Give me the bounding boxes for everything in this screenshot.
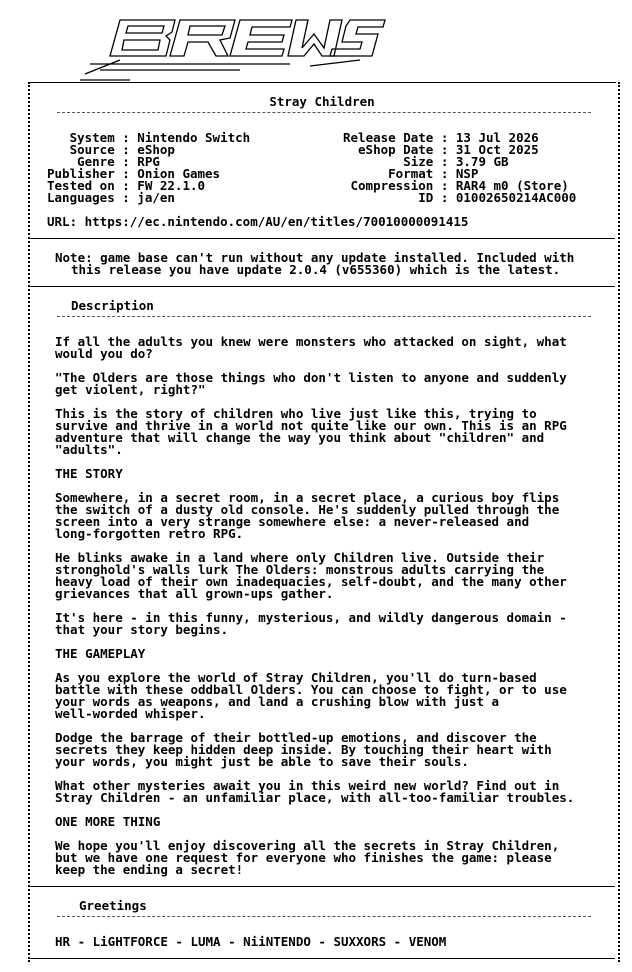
description-line: screen into a very strange somewhere else: a never-released and <box>55 514 530 529</box>
description-line: "adults". <box>55 442 123 457</box>
info-left-key: Tested on <box>47 178 115 193</box>
greetings-divider <box>57 916 591 917</box>
description-line: grievances that all grown-ups gather. <box>55 586 334 601</box>
title-divider <box>57 112 591 113</box>
info-left-row <box>47 192 250 204</box>
info-left-key: System <box>69 130 115 145</box>
info-right-key: ID <box>418 190 434 205</box>
description-line: We hope you'll enjoy discovering all the secrets in Stray Children, <box>55 838 560 853</box>
description-line: Somewhere, in a secret room, in a secret place, a curious boy flips <box>55 490 560 505</box>
info-left-colon: : <box>114 154 138 169</box>
description-line: would you do? <box>55 346 153 361</box>
greetings-line: HR - LiGHTFORCE - LUMA - NiiNTENDO - SUXXORS - VENOM <box>55 934 447 949</box>
description-header: Description <box>71 298 154 313</box>
bottom-separator <box>29 958 615 959</box>
logo-text: BREWS <box>80 14 84 15</box>
blank-line <box>55 456 574 468</box>
info-right-value: 31 Oct 2025 <box>455 142 539 157</box>
info-right-colon: : <box>433 178 456 193</box>
info-right-value: 13 Jul 2026 <box>455 130 539 145</box>
description-line: Stray Children - an unfamiliar place, with all-too-familiar troubles. <box>55 790 575 805</box>
section-separator <box>29 886 615 887</box>
description-line: your words, you might just be able to save their souls. <box>55 754 469 769</box>
description-line: keep the ending a secret! <box>55 862 244 877</box>
description-line: the switch of a dusty old console. He's suddenly pulled through the <box>55 502 560 517</box>
description-line: THE STORY <box>55 466 123 481</box>
info-left-value: eShop <box>137 142 175 157</box>
info-left-colon: : <box>114 142 138 157</box>
description-line: battle with these oddball Olders. You can choose to fight, or to use <box>55 682 567 697</box>
section-separator <box>29 238 615 239</box>
description-line: As you explore the world of Stray Children, you'll do turn-based <box>55 670 537 685</box>
description-line: well-worded whisper. <box>55 706 206 721</box>
info-right-key: Compression <box>350 178 434 193</box>
info-left-value: ja/en <box>137 190 175 205</box>
info-left-key: Genre <box>77 154 115 169</box>
info-right-colon: : <box>433 166 456 181</box>
description-line: heavy load of their own inadequacies, self-doubt, and the many other <box>55 574 567 589</box>
info-left-colon: : <box>114 190 138 205</box>
info-left-colon: : <box>114 178 138 193</box>
info-right-key: Size <box>403 154 434 169</box>
description-line: He blinks awake in a land where only Children live. Outside their <box>55 550 545 565</box>
info-left-key: Source <box>69 142 115 157</box>
section-separator <box>29 286 615 287</box>
description-line: What other mysteries await you in this weird new world? Find out in <box>55 778 560 793</box>
info-left-value: FW 22.1.0 <box>137 178 206 193</box>
info-right-colon: : <box>433 190 456 205</box>
info-right-value: 01002650214AC000 <box>455 190 577 205</box>
info-left-key: Publisher <box>47 166 115 181</box>
description-line: adventure that will change the way you think about "children" and <box>55 430 545 445</box>
info-right-value: RAR4 m0 (Store) <box>455 178 569 193</box>
description-line: that your story begins. <box>55 622 229 637</box>
info-left-value: Onion Games <box>137 166 221 181</box>
description-line: long-forgotten retro RPG. <box>55 526 244 541</box>
description-divider <box>57 316 591 317</box>
info-right-key: Release Date <box>343 130 434 145</box>
description-line: This is the story of children who live just like this, trying to <box>55 406 537 421</box>
release-title: Stray Children <box>269 94 375 109</box>
description-line: stronghold's walls lurk The Olders: monstrous adults carrying the <box>55 562 545 577</box>
description-line: secrets they keep hidden deep inside. By touching their heart with <box>55 742 552 757</box>
description-line: get violent, right?" <box>55 382 206 397</box>
description-line: but we have one request for everyone who finishes the game: please <box>55 850 552 865</box>
info-right-colon: : <box>433 142 456 157</box>
info-right-key: eShop Date <box>358 142 434 157</box>
info-right-colon: : <box>433 130 456 145</box>
info-left-block <box>47 132 250 204</box>
info-right-value: 3.79 GB <box>455 154 509 169</box>
description-line: "The Olders are those things who don't listen to anyone and suddenly <box>55 370 567 385</box>
greetings-header: Greetings <box>79 898 147 913</box>
description-line: your words as weapons, and land a crushing blow with just a <box>55 694 500 709</box>
info-right-value: NSP <box>455 166 479 181</box>
info-right-key: Format <box>388 166 434 181</box>
info-left-key: Languages <box>47 190 115 205</box>
description-line: Dodge the barrage of their bottled-up emotions, and discover the <box>55 730 537 745</box>
note-line-2: this release you have update 2.0.4 (v655360) which is the latest. <box>71 262 561 277</box>
description-line: survive and thrive in a world not quite like our own. This is an RPG <box>55 418 567 433</box>
description-line: If all the adults you knew were monsters who attacked on sight, what <box>55 334 567 349</box>
description-body <box>55 336 574 876</box>
info-left-colon: : <box>114 166 138 181</box>
url-line: URL: https://ec.nintendo.com/AU/en/titles/70010000091415 <box>47 214 469 229</box>
info-right-colon: : <box>433 154 456 169</box>
info-left-value: Nintendo Switch <box>137 130 251 145</box>
info-right-row <box>343 192 576 204</box>
brews-logo <box>80 14 390 86</box>
info-left-colon: : <box>114 130 138 145</box>
description-line: It's here - in this funny, mysterious, and wildly dangerous domain - <box>55 610 567 625</box>
description-line: ONE MORE THING <box>55 814 161 829</box>
description-line: THE GAMEPLAY <box>55 646 146 661</box>
note-line-1: Note: game base can't run without any update installed. Included with <box>55 250 575 265</box>
info-left-value: RPG <box>137 154 160 169</box>
info-right-block <box>343 132 576 204</box>
